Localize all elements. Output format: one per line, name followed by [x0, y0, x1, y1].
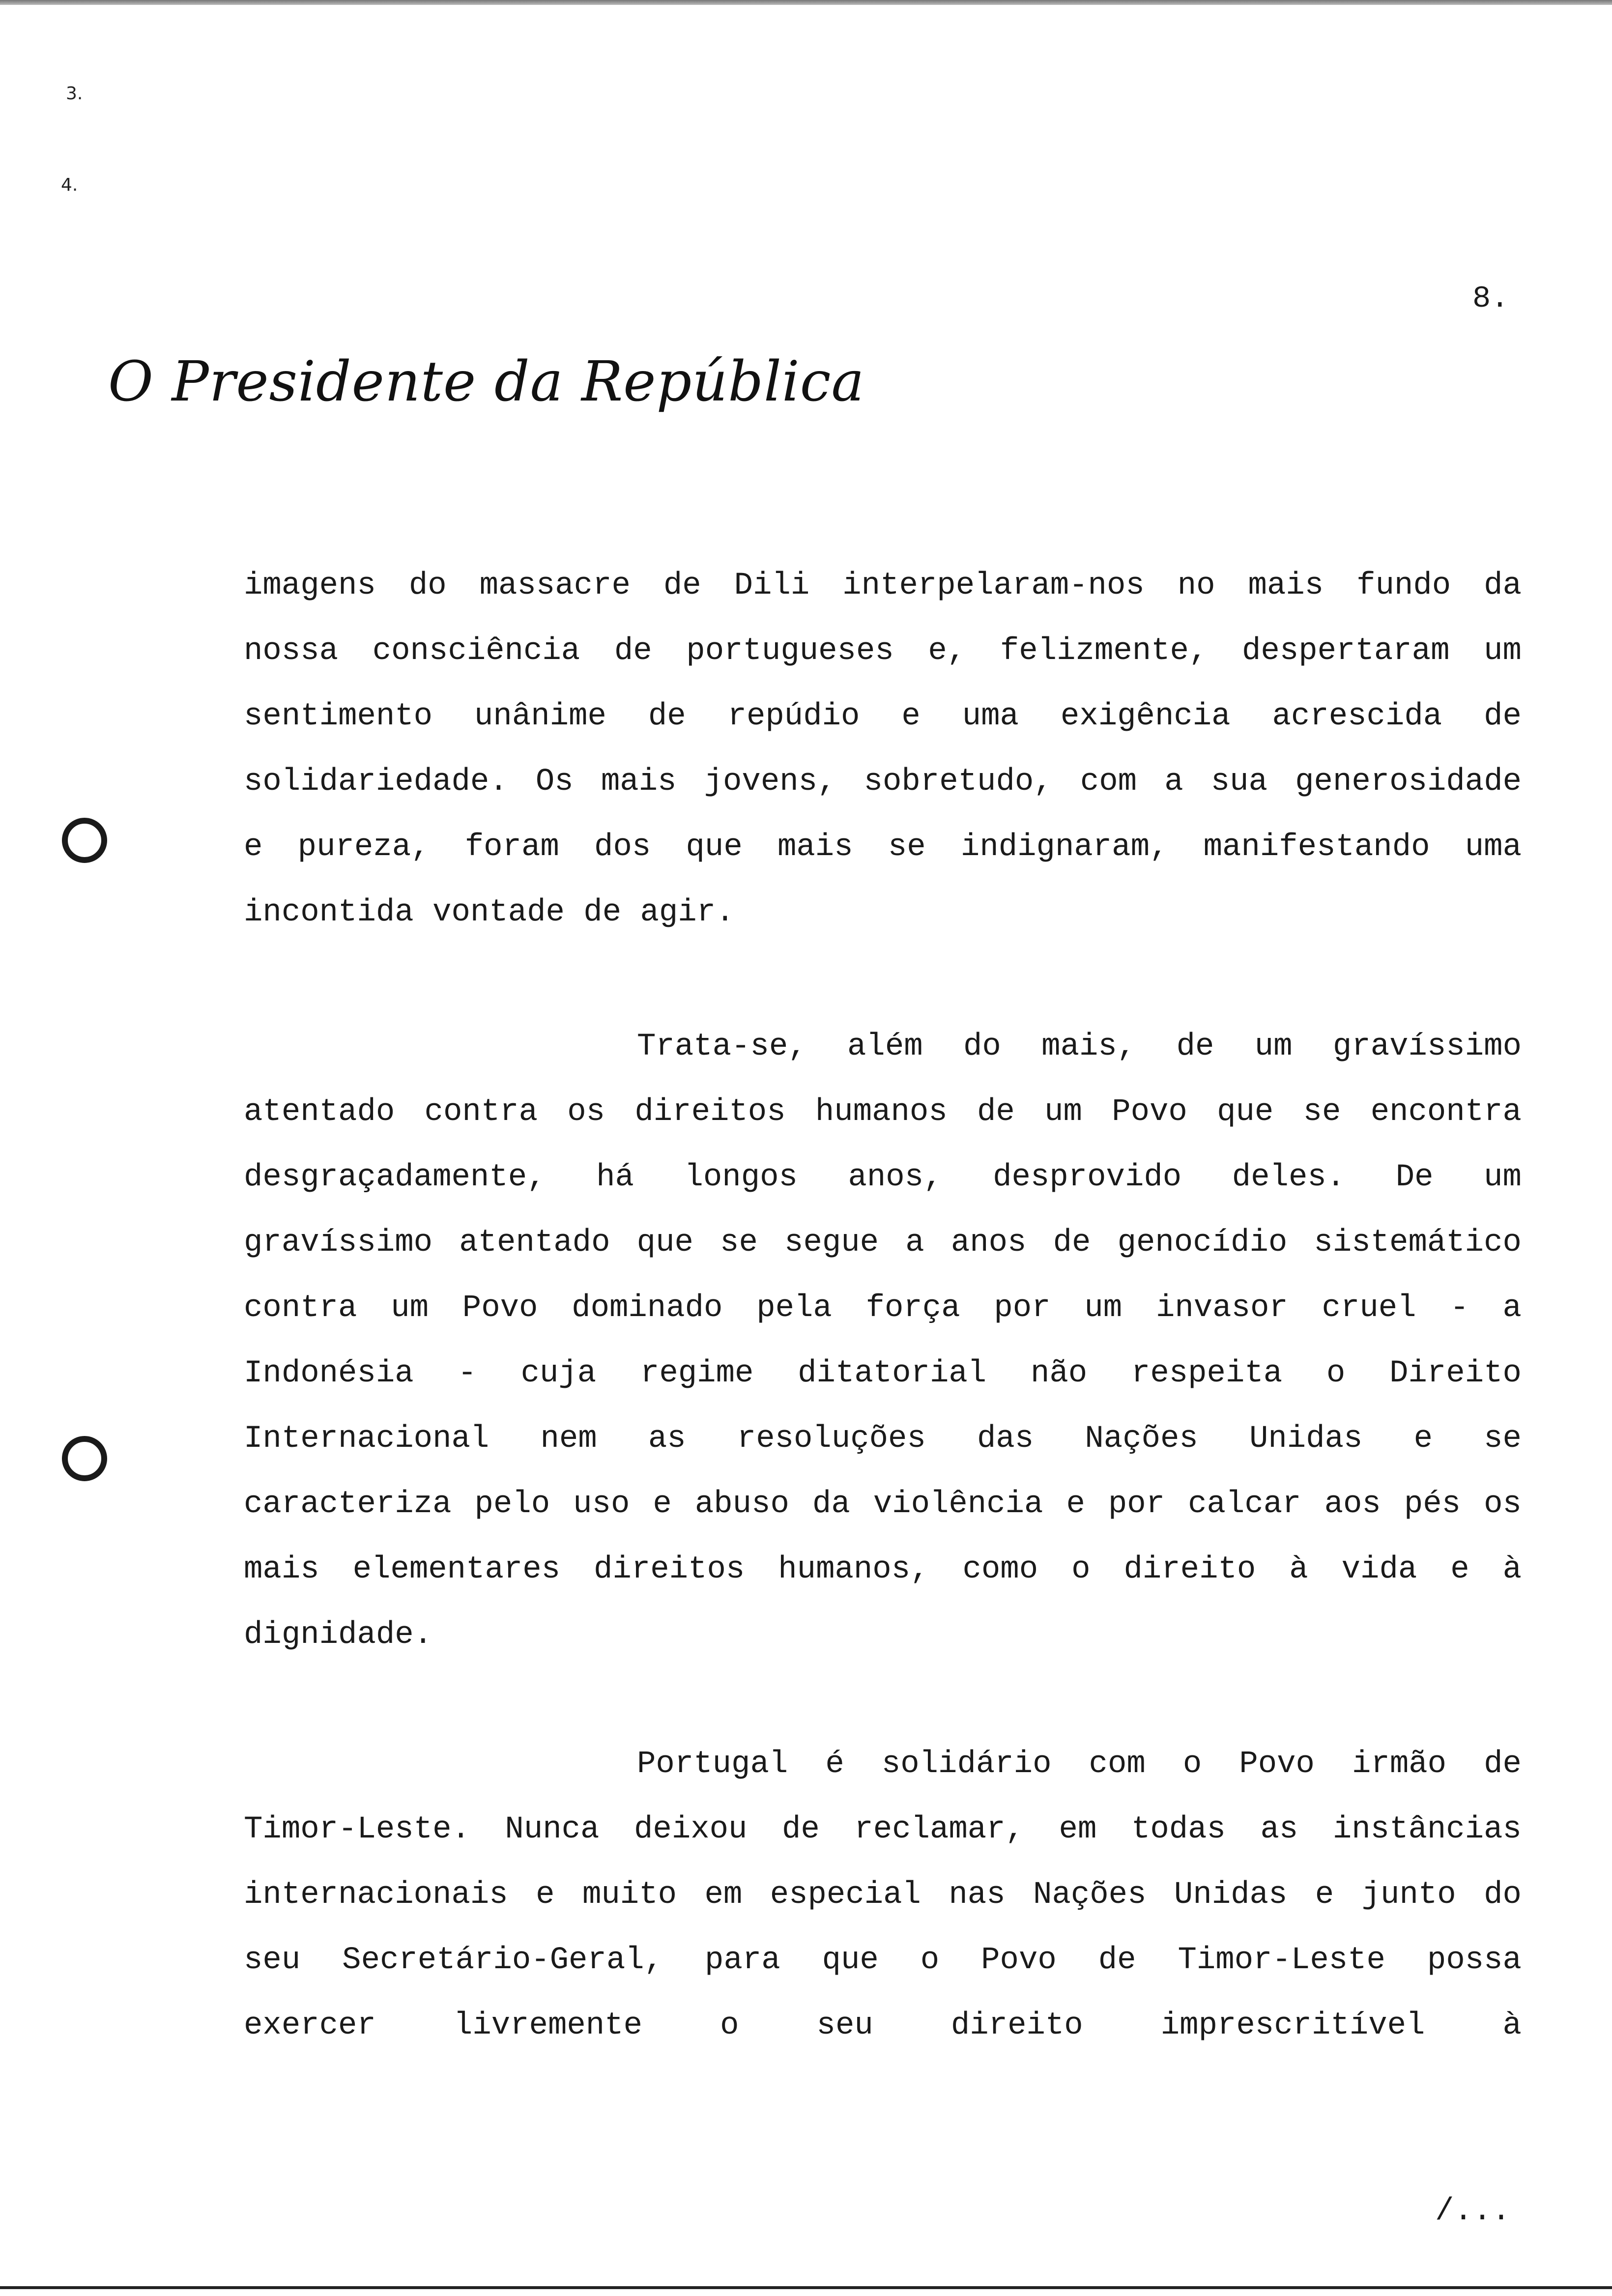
text-line [244, 1863, 1522, 1928]
word: anos [950, 1225, 1027, 1261]
word: que [822, 1943, 879, 1978]
body-paragraph [244, 1732, 1522, 2059]
word: despertaram [1242, 633, 1450, 669]
punch-hole [62, 1436, 107, 1481]
word: invasor [1155, 1291, 1288, 1326]
word: junto [1361, 1877, 1456, 1913]
word: de [781, 1812, 820, 1847]
word: de [1053, 1225, 1091, 1261]
word: abuso [694, 1487, 789, 1522]
text-line [244, 1472, 1522, 1537]
word: uma [1465, 830, 1522, 865]
word: aos [1324, 1487, 1381, 1522]
word: de [614, 633, 652, 669]
word: os [1484, 1487, 1522, 1522]
word: consciência [372, 633, 580, 669]
word: pela [756, 1291, 832, 1326]
corner-mark: 4. [61, 175, 78, 195]
word: as [1260, 1812, 1298, 1847]
corner-mark: 3. [66, 84, 83, 104]
word: nossa [244, 633, 339, 669]
word: como [962, 1552, 1038, 1587]
text-line [244, 553, 1522, 619]
text-line [244, 1080, 1522, 1145]
word: sentimento [244, 699, 433, 734]
text-line [244, 749, 1522, 815]
word: um [1044, 1094, 1082, 1130]
word: seu [816, 2008, 873, 2043]
word: de [1176, 1029, 1214, 1064]
word: deixou [634, 1812, 748, 1847]
word: e [1315, 1877, 1334, 1913]
word: gravíssimo [1332, 1029, 1522, 1064]
word: atentado [459, 1225, 610, 1261]
word: que [636, 1225, 693, 1261]
word: imprescritível [1160, 2008, 1425, 2043]
word: o [920, 1943, 940, 1978]
word: deles. [1232, 1160, 1346, 1195]
word: do [1484, 1877, 1522, 1913]
word: direitos [634, 1094, 786, 1130]
word: desprovido [993, 1160, 1182, 1195]
word: por [994, 1291, 1051, 1326]
word: em [704, 1877, 743, 1913]
word: é [825, 1747, 844, 1782]
text-line [244, 1276, 1522, 1341]
word: não [1030, 1356, 1088, 1391]
word: Povo [1239, 1747, 1315, 1782]
page-number: 8. [1472, 281, 1509, 316]
word: Timor-Leste [1178, 1943, 1385, 1978]
word: com [1089, 1747, 1146, 1782]
word: um [391, 1291, 429, 1326]
word: respeita [1131, 1356, 1283, 1391]
word: de [977, 1094, 1015, 1130]
word: humanos, [778, 1552, 929, 1587]
word: Dili [734, 568, 810, 603]
text-line [244, 880, 1522, 946]
word: violência [873, 1487, 1043, 1522]
word: à [1289, 1552, 1308, 1587]
word: a [905, 1225, 924, 1261]
word: da [1484, 568, 1522, 603]
word: seu [244, 1943, 301, 1978]
word: Unidas [1249, 1421, 1363, 1457]
word: Os [535, 764, 574, 800]
word: Portugal [637, 1747, 788, 1782]
word: anos, [848, 1160, 943, 1195]
word: longos [684, 1160, 798, 1195]
word: pés [1404, 1487, 1461, 1522]
word: se [1484, 1421, 1522, 1457]
word: calcar [1188, 1487, 1301, 1522]
word: acrescida [1272, 699, 1442, 734]
word: e [653, 1487, 672, 1522]
text-line [244, 1014, 1522, 1080]
word: mais [1248, 568, 1324, 603]
word: interpelaram-nos [842, 568, 1145, 603]
word: à [1502, 1552, 1522, 1587]
body-paragraph [244, 1014, 1522, 1668]
word: um [1254, 1029, 1293, 1064]
word: desgraçadamente, [244, 1160, 546, 1195]
word: felizmente, [1000, 633, 1208, 669]
word: ditatorial [798, 1356, 987, 1391]
word: pelo [474, 1487, 550, 1522]
word: do [963, 1029, 1001, 1064]
word: de [1098, 1943, 1136, 1978]
bottom-edge-rule [0, 2286, 1612, 2289]
text-line [244, 1537, 1522, 1603]
word: a [1164, 764, 1183, 800]
word: um [1484, 1160, 1522, 1195]
word: imagens [244, 568, 376, 603]
word: incontida [244, 895, 414, 930]
word: as [648, 1421, 686, 1457]
word: Nações [1085, 1421, 1198, 1457]
word: - [1450, 1291, 1469, 1326]
word: Indonésia [244, 1356, 414, 1391]
word: de [583, 895, 622, 930]
word: possa [1427, 1943, 1522, 1978]
word: exercer [244, 2008, 376, 2043]
word: por [1108, 1487, 1165, 1522]
word: atentado [244, 1094, 395, 1130]
word: elementares [352, 1552, 561, 1587]
word: manifestando [1203, 830, 1430, 865]
word: mais [244, 1552, 319, 1587]
text-line [244, 815, 1522, 880]
word: exigência [1060, 699, 1231, 734]
word: Unidas [1174, 1877, 1288, 1913]
word: no [1177, 568, 1215, 603]
word: de [1484, 1747, 1522, 1782]
word: Timor-Leste. [244, 1812, 470, 1847]
word: sua [1210, 764, 1267, 800]
word: além [847, 1029, 923, 1064]
word: uma [962, 699, 1019, 734]
word: caracteriza [244, 1487, 452, 1522]
word: e [1413, 1421, 1433, 1457]
word: livremente [453, 2008, 642, 2043]
word: direito [1123, 1552, 1256, 1587]
word: a [1502, 1291, 1522, 1326]
word: encontra [1370, 1094, 1522, 1130]
word: direito [950, 2008, 1083, 2043]
word: segue [784, 1225, 879, 1261]
word: cruel [1322, 1291, 1416, 1326]
word: generosidade [1295, 764, 1522, 800]
word: humanos [815, 1094, 948, 1130]
text-line [244, 1210, 1522, 1276]
word: um [1084, 1291, 1123, 1326]
word: do [408, 568, 447, 603]
word: sistemático [1314, 1225, 1522, 1261]
word: o [1326, 1356, 1346, 1391]
word: e, [928, 633, 966, 669]
word: indignaram, [960, 830, 1169, 865]
letterhead: O Presidente da República [108, 350, 865, 414]
word: os [567, 1094, 605, 1130]
text-line [244, 1145, 1522, 1210]
word: uso [573, 1487, 630, 1522]
word: Nunca [505, 1812, 600, 1847]
word: especial [770, 1877, 921, 1913]
word: todas [1131, 1812, 1226, 1847]
word: mais [777, 830, 853, 865]
word: portugueses [686, 633, 894, 669]
word: vida [1341, 1552, 1417, 1587]
word: fundo [1356, 568, 1451, 603]
top-edge-rule [0, 0, 1612, 5]
word: gravíssimo [244, 1225, 433, 1261]
word: das [977, 1421, 1034, 1457]
word: resoluções [737, 1421, 926, 1457]
word: nas [949, 1877, 1006, 1913]
word: regime [640, 1356, 754, 1391]
text-line [244, 1797, 1522, 1863]
word: se [720, 1225, 758, 1261]
word: e [536, 1877, 555, 1913]
word: Trata-se, [637, 1029, 807, 1064]
word: unânime [474, 699, 606, 734]
word: que [1217, 1094, 1274, 1130]
word: muito [582, 1877, 677, 1913]
word: nem [540, 1421, 597, 1457]
word: para [705, 1943, 780, 1978]
word: direitos [594, 1552, 745, 1587]
word: dignidade. [244, 1617, 433, 1653]
word: cuja [520, 1356, 597, 1391]
word: com [1080, 764, 1137, 800]
word: Internacional [244, 1421, 489, 1457]
text-line [244, 684, 1522, 749]
word: reclamar, [854, 1812, 1024, 1847]
continuation-mark: /... [1435, 2194, 1511, 2229]
word: sobretudo, [864, 764, 1053, 800]
word: e [901, 699, 921, 734]
word: à [1502, 2008, 1522, 2043]
word: Povo [462, 1291, 538, 1326]
word: pureza, [297, 830, 430, 865]
word: Direito [1389, 1356, 1522, 1391]
body-paragraph [244, 553, 1522, 946]
word: Secretário-Geral, [342, 1943, 663, 1978]
text-line [244, 619, 1522, 684]
word: há [596, 1160, 634, 1195]
text-line [244, 1928, 1522, 1993]
word: irmão [1352, 1747, 1447, 1782]
word: mais, [1041, 1029, 1136, 1064]
word: que [686, 830, 743, 865]
text-line [244, 1732, 1522, 1797]
word: agir. [640, 895, 735, 930]
word: internacionais [244, 1877, 508, 1913]
word: Povo [1112, 1094, 1187, 1130]
word: e [244, 830, 263, 865]
word: contra [424, 1094, 538, 1130]
word: massacre [479, 568, 631, 603]
word: de [648, 699, 686, 734]
word: jovens, [704, 764, 836, 800]
word: De [1395, 1160, 1434, 1195]
punch-hole [62, 818, 107, 863]
text-line [244, 1341, 1522, 1406]
text-line [244, 1406, 1522, 1472]
word: de [663, 568, 701, 603]
word: repúdio [727, 699, 860, 734]
word: contra [244, 1291, 357, 1326]
text-line [244, 1993, 1522, 2059]
word: e [1066, 1487, 1085, 1522]
word: o [1182, 1747, 1202, 1782]
word: o [1071, 1552, 1091, 1587]
word: genocídio [1117, 1225, 1288, 1261]
word: Nações [1033, 1877, 1147, 1913]
word: - [458, 1356, 477, 1391]
word: e [1450, 1552, 1469, 1587]
word: um [1484, 633, 1522, 669]
word: dominado [572, 1291, 723, 1326]
word: se [1303, 1094, 1341, 1130]
word: dos [594, 830, 651, 865]
word: mais [601, 764, 677, 800]
word: se [888, 830, 926, 865]
text-line [244, 1603, 1522, 1668]
word: da [812, 1487, 850, 1522]
word: força [865, 1291, 960, 1326]
word: de [1484, 699, 1522, 734]
word: vontade [432, 895, 565, 930]
word: foram [464, 830, 559, 865]
word: em [1059, 1812, 1097, 1847]
word: solidariedade. [244, 764, 508, 800]
word: instâncias [1332, 1812, 1522, 1847]
word: Povo [981, 1943, 1057, 1978]
word: solidário [881, 1747, 1052, 1782]
word: o [720, 2008, 739, 2043]
